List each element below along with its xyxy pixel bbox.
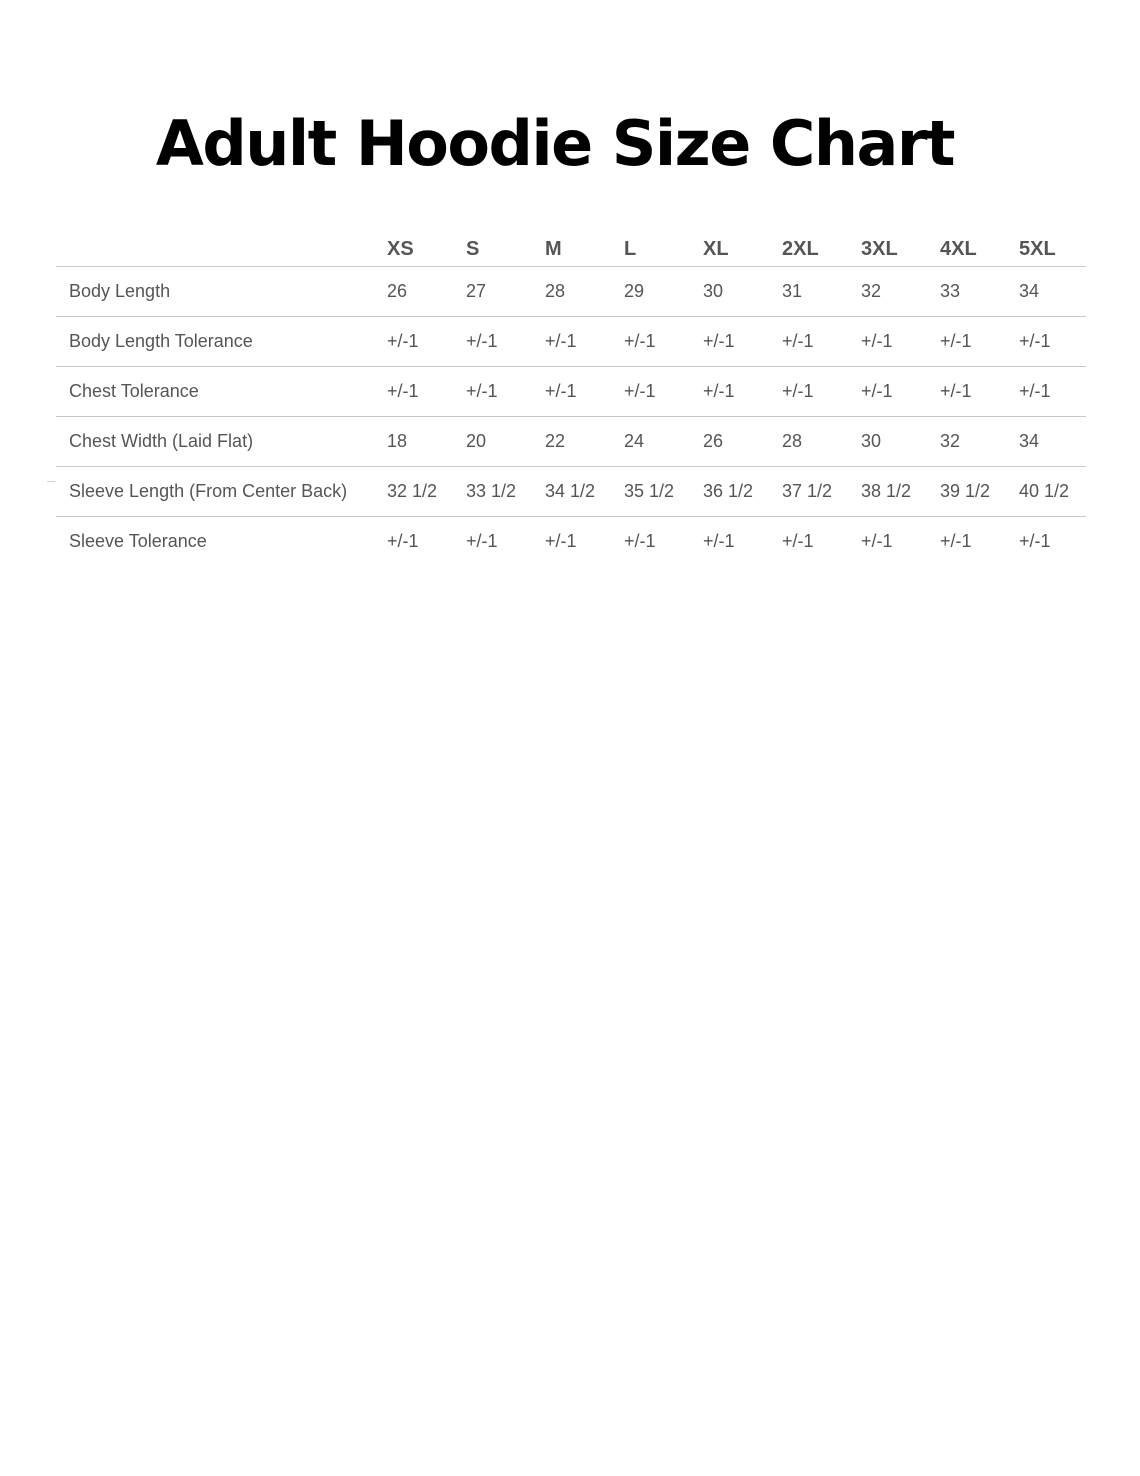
table-cell: +/-1 — [624, 367, 703, 417]
table-cell: +/-1 — [624, 317, 703, 367]
table-cell: +/-1 — [545, 317, 624, 367]
table-cell: +/-1 — [387, 367, 466, 417]
table-cell: 35 1/2 — [624, 467, 703, 517]
table-cell: +/-1 — [940, 367, 1019, 417]
table-cell: 34 1/2 — [545, 467, 624, 517]
size-header: 5XL — [1019, 232, 1086, 267]
table-row — [56, 467, 1086, 517]
table-cell: 34 — [1019, 267, 1086, 317]
table-row — [56, 417, 1086, 467]
table-cell: +/-1 — [1019, 367, 1086, 417]
size-header: S — [466, 232, 545, 267]
table-cell: +/-1 — [703, 367, 782, 417]
table-cell: 30 — [861, 417, 940, 467]
table-cell: +/-1 — [703, 317, 782, 367]
table-cell: 18 — [387, 417, 466, 467]
table-cell: 22 — [545, 417, 624, 467]
row-label: Sleeve Tolerance — [69, 531, 207, 551]
size-chart-table — [56, 232, 1086, 566]
table-cell: 32 — [861, 267, 940, 317]
table-cell: 31 — [782, 267, 861, 317]
table-cell: +/-1 — [940, 317, 1019, 367]
table-cell: +/-1 — [703, 531, 735, 551]
table-cell: 28 — [782, 417, 861, 467]
table-cell: 26 — [703, 417, 782, 467]
size-header: XS — [387, 232, 466, 267]
table-cell: 39 1/2 — [940, 467, 1019, 517]
table-header-row — [56, 232, 1086, 267]
table-cell: +/-1 — [861, 317, 940, 367]
table-cell: 32 1/2 — [387, 467, 466, 517]
table-row — [56, 517, 1086, 567]
table-cell: 34 — [1019, 417, 1086, 467]
table-cell: +/-1 — [861, 531, 893, 551]
row-label: Chest Width (Laid Flat) — [56, 417, 387, 467]
table-cell: +/-1 — [387, 531, 419, 551]
size-header: L — [624, 232, 703, 267]
size-header: 3XL — [861, 232, 940, 267]
table-cell: +/-1 — [782, 317, 861, 367]
table-cell: 33 1/2 — [466, 467, 545, 517]
table-cell: 26 — [387, 267, 466, 317]
table-cell: +/-1 — [782, 367, 861, 417]
table-row — [56, 267, 1086, 317]
table-cell: +/-1 — [545, 531, 577, 551]
table-cell: 37 1/2 — [782, 467, 861, 517]
size-header: 4XL — [940, 232, 1019, 267]
table-cell: +/-1 — [466, 531, 498, 551]
table-cell: +/-1 — [1019, 317, 1086, 367]
table-cell: +/-1 — [545, 367, 624, 417]
table-cell: 38 1/2 — [861, 467, 940, 517]
header-label-cell — [56, 232, 387, 267]
table-cell: +/-1 — [782, 531, 814, 551]
size-header: M — [545, 232, 624, 267]
size-header: 2XL — [782, 232, 861, 267]
row-label: Body Length Tolerance — [56, 317, 387, 367]
table-cell: 33 — [940, 267, 1019, 317]
table-cell: 24 — [624, 417, 703, 467]
table-cell: +/-1 — [466, 317, 545, 367]
table-cell: 36 1/2 — [703, 467, 782, 517]
table-cell: +/-1 — [466, 367, 545, 417]
size-header: XL — [703, 232, 782, 267]
table-cell: +/-1 — [861, 367, 940, 417]
table-cell: 29 — [624, 267, 703, 317]
table-cell: +/-1 — [387, 317, 466, 367]
stray-mark — [47, 481, 55, 482]
table-cell: +/-1 — [624, 531, 656, 551]
table-row — [56, 317, 1086, 367]
table-cell: +/-1 — [940, 531, 972, 551]
row-label: Sleeve Length (From Center Back) — [56, 467, 387, 517]
row-label: Chest Tolerance — [56, 367, 387, 417]
table-cell: +/-1 — [1019, 531, 1051, 551]
table-cell: 20 — [466, 417, 545, 467]
page-title: Adult Hoodie Size Chart — [155, 107, 955, 180]
table-row — [56, 367, 1086, 417]
table-cell: 28 — [545, 267, 624, 317]
table-cell: 32 — [940, 417, 1019, 467]
table-cell: 40 1/2 — [1019, 467, 1086, 517]
row-label: Body Length — [56, 267, 387, 317]
table-cell: 30 — [703, 267, 782, 317]
table-cell: 27 — [466, 267, 545, 317]
